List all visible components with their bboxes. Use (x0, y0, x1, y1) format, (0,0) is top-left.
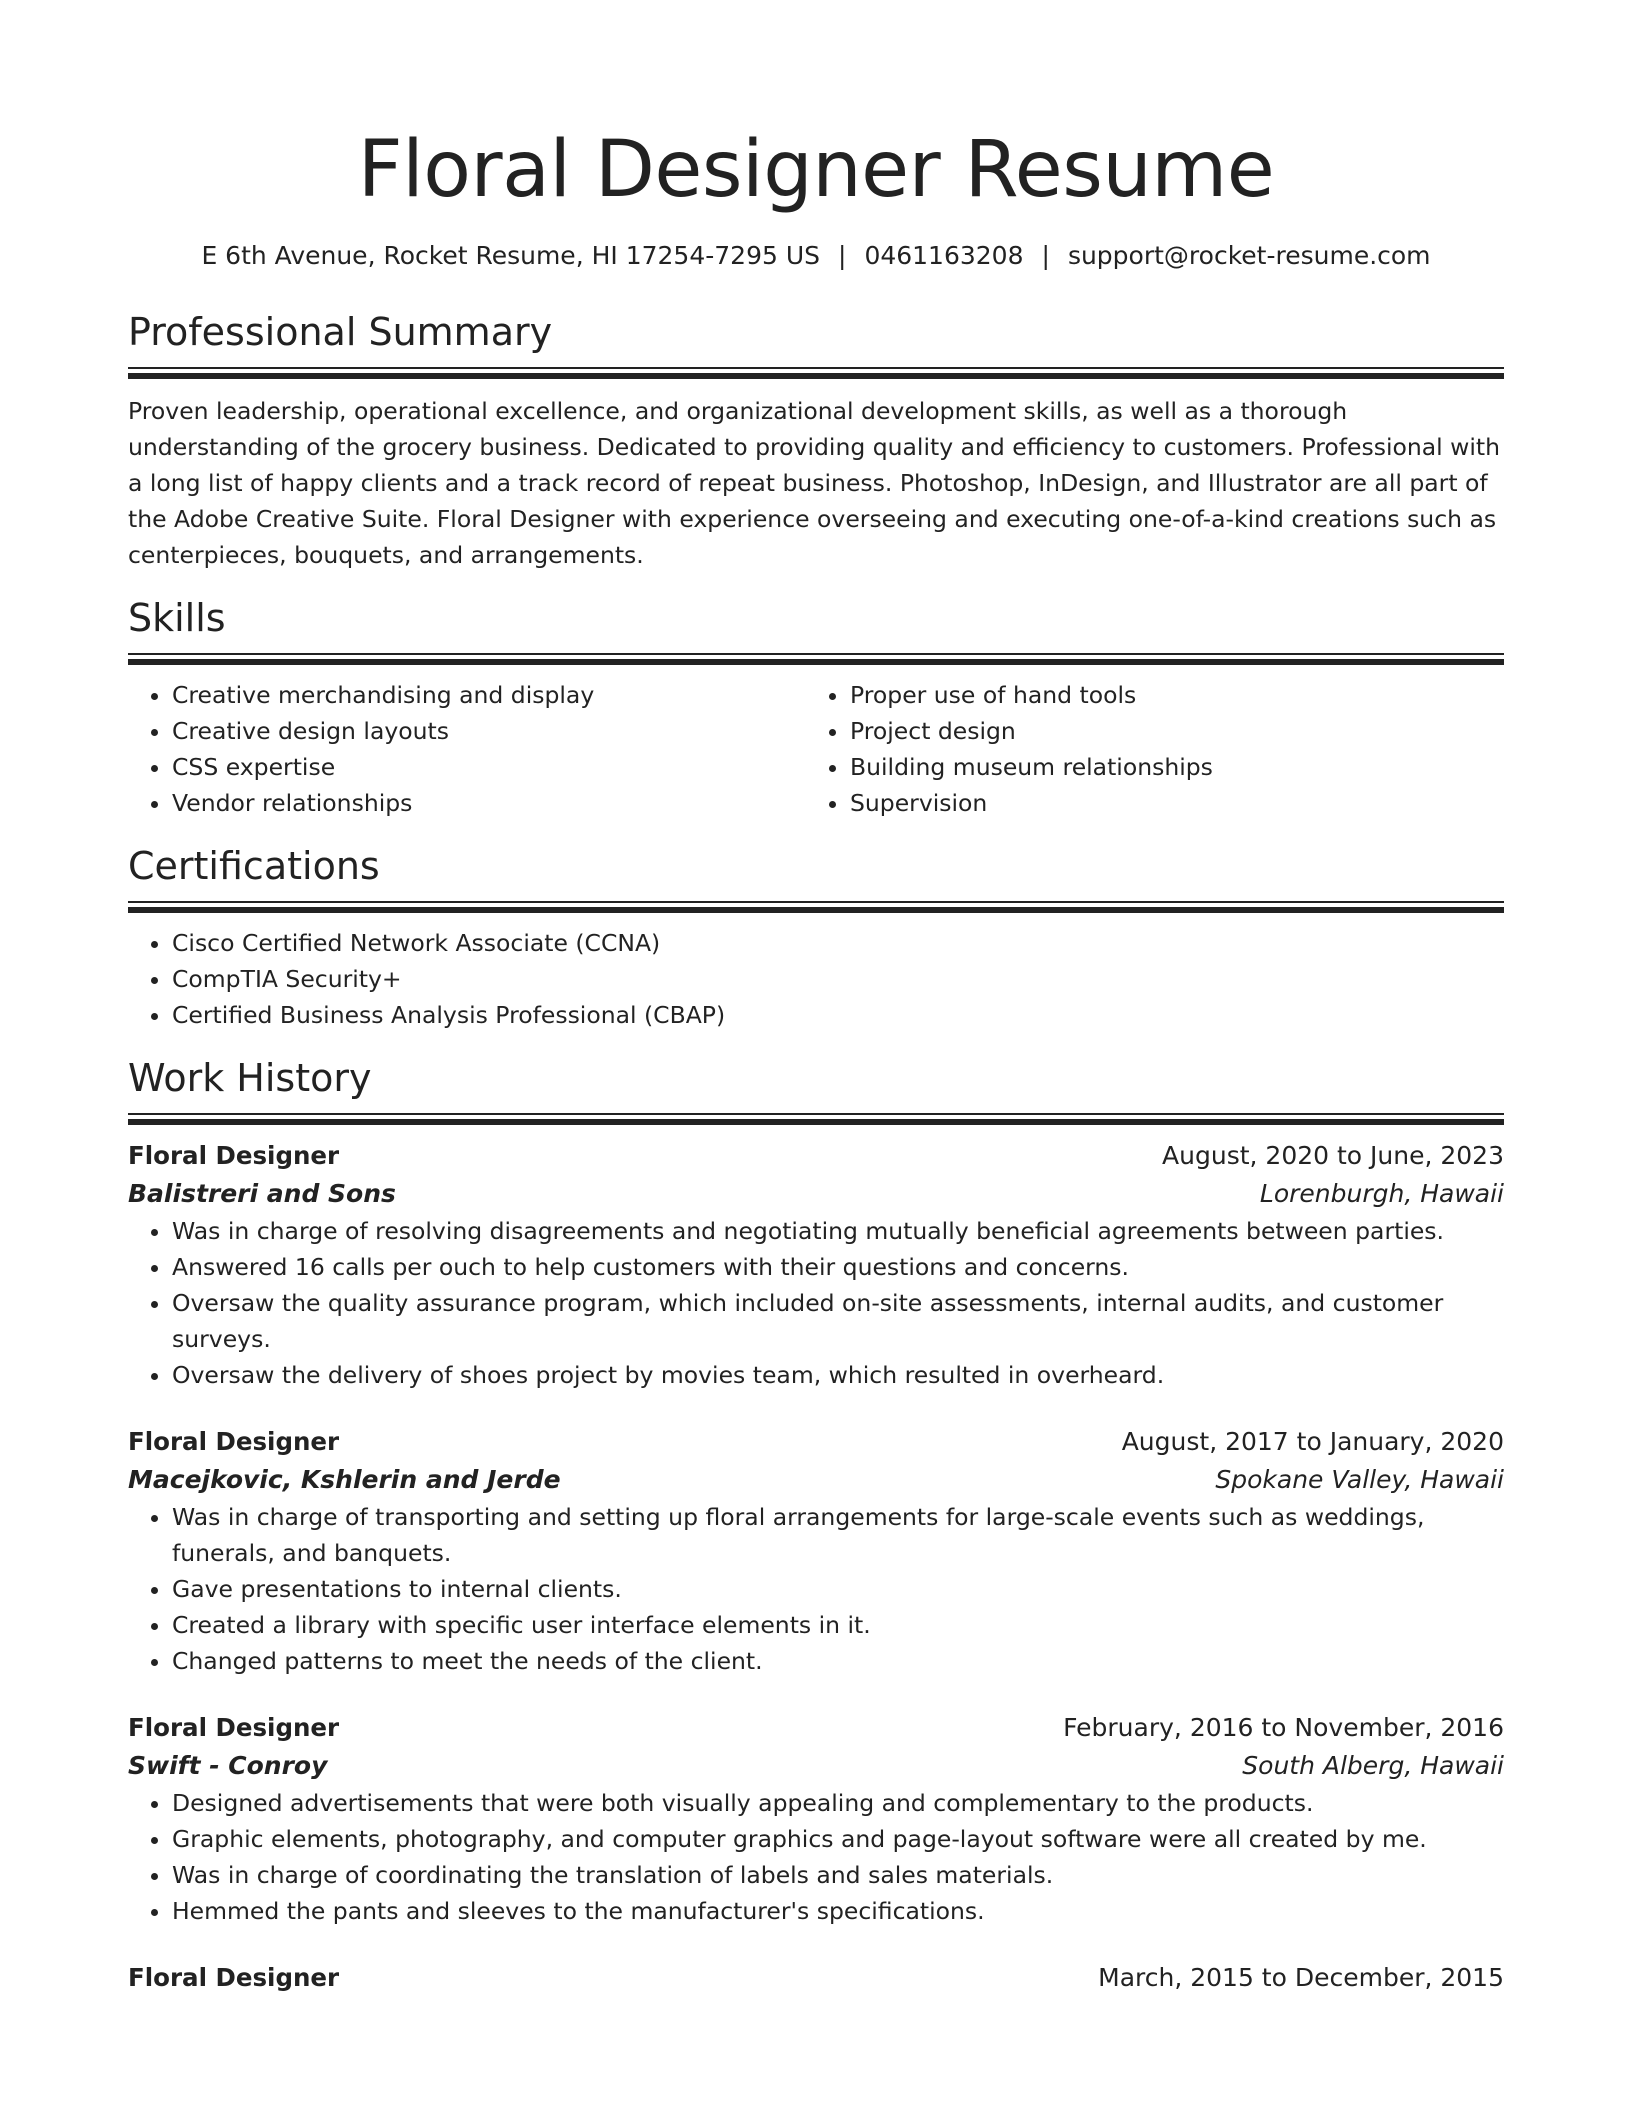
contact-phone: 0461163208 (864, 241, 1024, 270)
job-dates: March, 2015 to December, 2015 (1098, 1963, 1504, 1992)
summary-section (128, 307, 1504, 573)
job-company: Macejkovic, Kshlerin and Jerde (128, 1465, 561, 1494)
list-item: • Project design (850, 713, 1484, 749)
job-entry (128, 1423, 1504, 1679)
job-location: Lorenburgh, Hawaii (1259, 1179, 1504, 1208)
job-header (128, 1959, 1504, 1997)
list-item: • Oversaw the quality assurance program, which included on-site assessments, internal audits, and customer surveys. (172, 1285, 1504, 1357)
list-item: • Cisco Certified Network Associate (CCNA) (172, 925, 1504, 961)
section-divider (128, 901, 1504, 913)
skills-columns (128, 677, 1504, 821)
list-item: • Proper use of hand tools (850, 677, 1484, 713)
section-heading-skills: Skills (128, 596, 226, 640)
list-item: • Hemmed the pants and sleeves to the manufacturer's specifications. (172, 1893, 1504, 1929)
list-item: • Answered 16 calls per ouch to help customers with their questions and concerns. (172, 1249, 1504, 1285)
list-item: • Changed patterns to meet the needs of the client. (172, 1643, 1504, 1679)
contact-email[interactable]: support@rocket-resume.com (1067, 241, 1431, 270)
contact-address: E 6th Avenue, Rocket Resume, HI 17254-7295 US (201, 241, 820, 270)
list-item: • CompTIA Security+ (172, 961, 1504, 997)
section-heading-work-history: Work History (128, 1056, 372, 1100)
job-entry (128, 1959, 1504, 1997)
contact-separator: | (1041, 241, 1050, 270)
list-item: • Oversaw the delivery of shoes project by movies team, which resulted in overheard. (172, 1357, 1504, 1393)
list-item: • Supervision (850, 785, 1484, 821)
job-location: South Alberg, Hawaii (1242, 1751, 1504, 1780)
job-header (128, 1423, 1504, 1461)
section-divider (128, 653, 1504, 665)
section-divider (128, 367, 1504, 379)
job-company: Swift - Conroy (128, 1751, 328, 1780)
list-item: • Was in charge of resolving disagreements and negotiating mutually beneficial agreements between parties. (172, 1213, 1504, 1249)
job-dates: August, 2020 to June, 2023 (1162, 1141, 1504, 1170)
summary-text: Proven leadership, operational excellence, and organizational development skills, as well as a thorough understanding of the grocery business. Dedicated to providing quality and efficiency to customers. Professional with a long list of happy clients and a track record of repeat business. Photoshop, InDesign, and Illustrator are all part of the Adobe Creative Suite. Floral Designer with experience overseeing and executing one-of-a-kind creations such as centerpieces, bouquets, and arrangements. (128, 397, 1501, 569)
certifications-list (128, 925, 1504, 1033)
section-divider (128, 1113, 1504, 1125)
job-bullet-list (128, 1213, 1504, 1393)
job-bullet-list (128, 1785, 1504, 1929)
list-item: • Gave presentations to internal clients. (172, 1571, 1504, 1607)
job-title: Floral Designer (128, 1713, 340, 1742)
list-item: • CSS expertise (172, 749, 806, 785)
section-heading-summary: Professional Summary (128, 310, 553, 354)
job-header (128, 1709, 1504, 1747)
list-item: • Creative merchandising and display (172, 677, 806, 713)
list-item: • Designed advertisements that were both visually appealing and complementary to the products. (172, 1785, 1504, 1821)
job-subheader (128, 1461, 1504, 1499)
list-item: • Building museum relationships (850, 749, 1484, 785)
job-location: Spokane Valley, Hawaii (1215, 1465, 1504, 1494)
list-item: • Was in charge of coordinating the translation of labels and sales materials. (172, 1857, 1504, 1893)
job-entry (128, 1137, 1504, 1393)
list-item: • Creative design layouts (172, 713, 806, 749)
list-item: • Graphic elements, photography, and computer graphics and page-layout software were all created by me. (172, 1821, 1504, 1857)
job-subheader (128, 1747, 1504, 1785)
skills-column-right (806, 677, 1484, 821)
job-entry (128, 1709, 1504, 1929)
resume-page (128, 0, 1504, 1997)
list-item: • Was in charge of transporting and setting up floral arrangements for large-scale events such as weddings, funerals, and banquets. (172, 1499, 1504, 1571)
job-subheader (128, 1175, 1504, 1213)
contact-separator: | (838, 241, 847, 270)
skills-list-left (128, 677, 806, 821)
job-company: Balistreri and Sons (128, 1179, 396, 1208)
work-history-section (128, 1053, 1504, 1997)
job-dates: February, 2016 to November, 2016 (1063, 1713, 1504, 1742)
list-item: • Created a library with specific user interface elements in it. (172, 1607, 1504, 1643)
list-item: • Certified Business Analysis Professional (CBAP) (172, 997, 1504, 1033)
skills-column-left (128, 677, 806, 821)
job-bullet-list (128, 1499, 1504, 1679)
certifications-section (128, 841, 1504, 1033)
contact-line (128, 239, 1504, 273)
job-header (128, 1137, 1504, 1175)
skills-list-right (806, 677, 1484, 821)
skills-section (128, 593, 1504, 821)
list-item: • Vendor relationships (172, 785, 806, 821)
job-title: Floral Designer (128, 1963, 340, 1992)
job-title: Floral Designer (128, 1427, 340, 1456)
resume-title: Floral Designer Resume (357, 125, 1275, 215)
section-heading-certifications: Certifications (128, 844, 380, 888)
job-dates: August, 2017 to January, 2020 (1121, 1427, 1504, 1456)
job-title: Floral Designer (128, 1141, 340, 1170)
